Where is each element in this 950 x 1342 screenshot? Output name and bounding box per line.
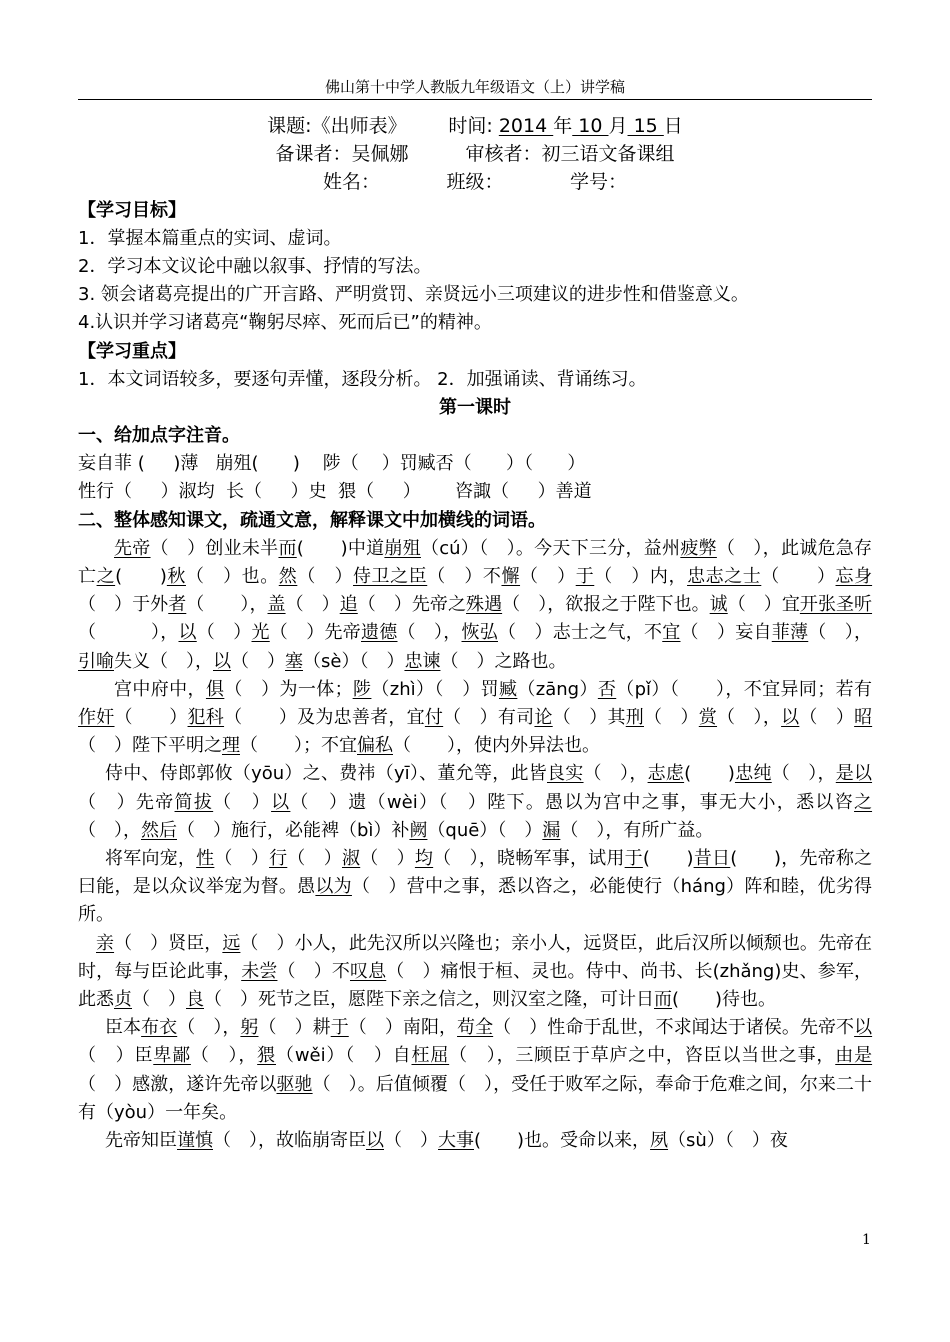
student-name-label: 姓名：	[322, 171, 380, 194]
document-body	[78, 112, 872, 1155]
passage-paragraph-3: 侍中、侍郎郭攸（yōu）之、费祎（yī）、董允等，此皆良实（ ），志虑( )忠纯（ ），是以（ ）先帝简拔（ ）以（ ）遗（wèi）（ ）陛下。愚以为宫中之事，事无大小，悉以咨之（ ），然后（ ）施行，必能裨（bì）补阙（quē）（ ）漏（ ），有所广益。	[78, 763, 873, 841]
date-year: 2014	[498, 115, 554, 137]
month-unit: 月	[608, 115, 628, 137]
day-unit: 日	[663, 115, 683, 137]
page-number: 1	[862, 1232, 871, 1248]
goal-item: 2．学习本文议论中融以叙事、抒情的写法。	[78, 255, 432, 277]
date-day: 15	[627, 115, 664, 137]
year-unit: 年	[553, 115, 573, 137]
lesson-reviewer: 审核者：初三语文备课组	[465, 143, 675, 166]
goals-heading: 【学习目标】	[78, 199, 186, 221]
student-id-label: 学号：	[570, 171, 628, 194]
passage-paragraph-7: 先帝知臣谨慎（ ），故临崩寄臣以（ ）大事( )也。受命以来，夙（sù）（ ）夜	[105, 1130, 788, 1152]
section1-heading: 一、给加点字注音。	[78, 425, 240, 447]
goal-item: 3. 领会诸葛亮提出的广开言路、严明赏罚、亲贤远小三项建议的进步性和借鉴意义。	[78, 284, 749, 306]
page-header: 佛山第十中学人教版九年级语文（上）讲学稿	[324, 78, 625, 96]
lesson-info-row	[78, 112, 872, 140]
focus-line: 1．本文词语较多，要逐句弄懂，逐段分析。 2．加强诵读、背诵练习。	[78, 368, 647, 390]
focus-heading: 【学习重点】	[78, 340, 186, 362]
pinyin-row-2: 性行（ ）淑均 长（ ）史 猥（ ） 咨諏（ ）善道	[78, 481, 592, 503]
passage-paragraph-5: 亲（ ）贤臣，远（ ）小人，此先汉所以兴隆也；亲小人，远贤臣，此后汉所以倾颓也。先帝在时，每与臣论此事，未尝（ ）不叹息（ ）痛恨于桓、灵也。侍中、尚书、长(zhǎng)史、参军，此悉贞（ ）良（ ）死节之臣，愿陛下亲之信之，则汉室之隆，可计日而( )待也。	[78, 932, 873, 1011]
goal-item: 1．掌握本篇重点的实词、虚词。	[78, 227, 342, 249]
passage-paragraph-2: 宫中府中，俱（ ）为一体；陟（zhì）（ ）罚臧（zāng）否（pǐ）（ ），不宜异同；若有作奸（ ）犯科（ ）及为忠善者，宜付（ ）有司论（ ）其刑（ ）赏（ ），以（ ）昭（ ）陛下平明之理（ ）；不宜偏私（ ），使内外异法也。	[78, 678, 873, 757]
student-class-label: 班级：	[446, 171, 504, 194]
header-divider	[78, 99, 872, 100]
author-row	[78, 140, 872, 168]
goal-item: 4.认识并学习诸葛亮“鞠躬尽瘁、死而后已”的精神。	[78, 312, 492, 334]
passage-paragraph-4: 将军向宠，性（ ）行（ ）淑（ ）均（ ），晓畅军事，试用于( )昔日( )，先帝称之曰能，是以众议举宠为督。愚以为（ ）营中之事，悉以咨之，必能使行（háng）阵和睦，优劣得所。	[78, 848, 873, 926]
student-row	[78, 168, 872, 196]
lesson-title: 第一课时	[439, 396, 511, 418]
date-label: 时间:	[448, 115, 499, 137]
pinyin-row-1: 妄自菲 ( )薄 崩殂( ) 陟（ ）罚臧否（ ）（ ）	[78, 453, 586, 475]
date-month: 10	[572, 115, 609, 137]
lesson-author: 备课者：吴佩娜	[275, 143, 409, 166]
section2-heading: 二、整体感知课文，疏通文意，解释课文中加横线的词语。	[78, 509, 546, 531]
passage-paragraph-1: 先帝（ ）创业未半而( )中道崩殂（cú）（ ）。今天下三分，益州疲弊（ ），此诚危急存亡之( )秋（ ）也。然（ ）侍卫之臣（ ）不懈（ ）于（ ）内，忠志之士（ ）忘身（ ）于外者（ ），盖（ ）追（ ）先帝之殊遇（ ），欲报之于陛下也。诚（ ）宜开张圣听（ ），以（ ）光（ ）先帝遗德（ ），恢弘（ ）志士之气，不宜（ ）妄自菲薄（ ），引喻失义（ ），以（ ）塞（sè）（ ）忠谏（ ）之路也。	[78, 537, 873, 672]
passage-paragraph-6: 臣本布衣（ ），躬（ ）耕于（ ）南阳，苟全（ ）性命于乱世，不求闻达于诸侯。先帝不以（ ）臣卑鄙（ ），猥（wěi）（ ）自枉屈（ ），三顾臣于草庐之中，咨臣以当世之事，由是（ ）感激，遂许先帝以驱驰（ ）。后值倾覆（ ），受任于败军之际，奉命于危难之间，尔来二十有（yòu）一年矣。	[78, 1017, 873, 1123]
lesson-topic: 课题:《出师表》	[267, 115, 407, 137]
